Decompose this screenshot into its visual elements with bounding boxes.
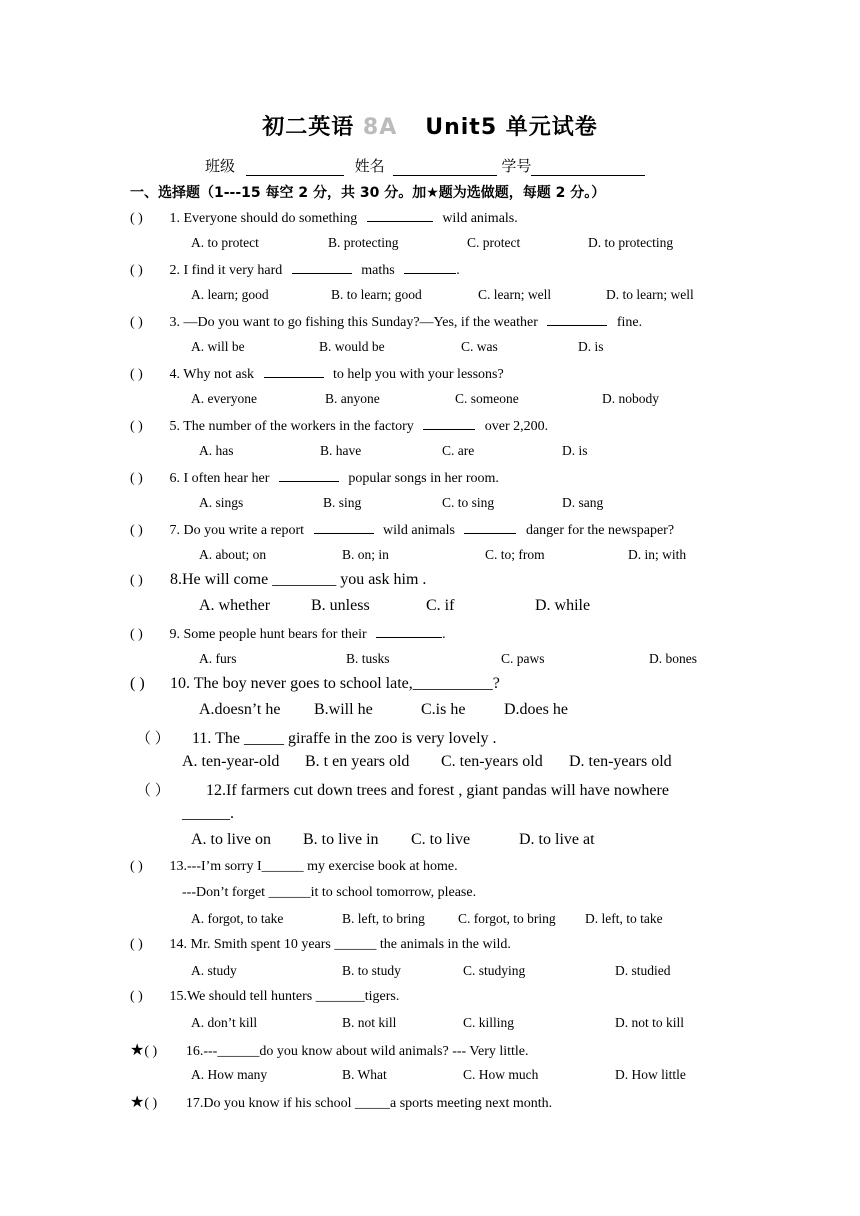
option-a[interactable]: A. learn; good — [191, 287, 269, 302]
answer-paren[interactable]: ( ) — [130, 627, 143, 642]
answer-paren[interactable]: （ ） — [136, 731, 170, 747]
option-b[interactable]: B. unless — [311, 597, 370, 614]
answer-paren[interactable]: ( ) — [130, 573, 143, 588]
option-a[interactable]: A. How many — [191, 1067, 268, 1082]
question-text: over 2,200. — [484, 419, 549, 434]
option-a[interactable]: A. furs — [199, 651, 237, 666]
option-a[interactable]: A. don’t kill — [191, 1015, 258, 1030]
answer-blank — [279, 469, 339, 482]
option-b[interactable]: B. sing — [323, 495, 362, 510]
answer-paren[interactable]: ( ) — [130, 315, 143, 330]
option-d[interactable]: D. ten-years old — [569, 753, 672, 770]
option-d[interactable]: D. in; with — [628, 547, 687, 562]
option-d[interactable]: D. bones — [649, 651, 697, 666]
option-d[interactable]: D. to live at — [519, 831, 595, 848]
answer-paren[interactable]: ( ) — [130, 859, 143, 874]
answer-paren[interactable]: ( ) — [130, 937, 143, 952]
question-12 — [136, 779, 669, 800]
option-d[interactable]: D. left, to take — [585, 911, 663, 926]
option-b[interactable]: B. anyone — [325, 391, 380, 406]
question-text: 6. I often hear her — [169, 471, 270, 486]
option-c[interactable]: C. if — [426, 597, 455, 614]
question-text: 17.Do you know if his school _____a sports meeting next month. — [185, 1096, 553, 1111]
option-a[interactable]: A. study — [191, 963, 237, 978]
question-text: 8.He will come ________ you ask him . — [170, 571, 427, 588]
option-c[interactable]: C. was — [461, 339, 498, 354]
option-c[interactable]: C. learn; well — [478, 287, 552, 302]
question-text: 7. Do you write a report — [169, 523, 305, 538]
option-c[interactable]: C. killing — [463, 1015, 515, 1030]
option-a[interactable]: A. everyone — [191, 391, 257, 406]
question-1 — [130, 209, 518, 227]
answer-paren[interactable]: ( ) — [130, 471, 143, 486]
question-text: 11. The _____ giraffe in the zoo is very lovely . — [192, 730, 497, 747]
question-7 — [130, 521, 674, 539]
option-a[interactable]: A. about; on — [199, 547, 267, 562]
option-a[interactable]: A. to live on — [191, 831, 271, 848]
question-17 — [130, 1092, 552, 1112]
question-text: maths — [361, 263, 395, 278]
option-a[interactable]: A. has — [199, 443, 234, 458]
question-text: 13.---I’m sorry I______ my exercise book at home. — [169, 859, 458, 874]
option-b[interactable]: B. on; in — [342, 547, 389, 562]
question-text: ______. — [182, 805, 234, 822]
question-text: fine. — [616, 315, 643, 330]
question-text: 5. The number of the workers in the factory — [169, 419, 414, 434]
class-label: 班级 — [205, 157, 236, 175]
student-info-line — [205, 155, 645, 176]
answer-paren[interactable]: ( ) — [130, 419, 143, 434]
answer-paren[interactable]: ( ) — [130, 675, 145, 692]
answer-blank — [367, 209, 433, 222]
question-text: to help you with your lessons? — [333, 367, 504, 382]
option-b[interactable]: B. to learn; good — [331, 287, 422, 302]
optional-star-icon: ★ — [130, 1042, 145, 1059]
question-text: 15.We should tell hunters _______tigers. — [169, 989, 400, 1004]
option-c[interactable]: C. someone — [455, 391, 519, 406]
section-heading: 一、选择题（1---15 每空 2 分，共 30 分。加★题为选做题，每题 2 分。） — [130, 185, 606, 201]
question-13-continued — [182, 885, 476, 901]
question-text: . — [442, 627, 446, 642]
option-c[interactable]: C. protect — [467, 235, 521, 250]
answer-paren[interactable]: ( ) — [130, 523, 143, 538]
answer-paren[interactable]: ( ) — [130, 263, 143, 278]
answer-paren[interactable]: ( ) — [130, 211, 143, 226]
question-4 — [130, 365, 504, 383]
answer-paren[interactable]: ( ) — [144, 1044, 158, 1059]
option-b[interactable]: B. left, to bring — [342, 911, 425, 926]
answer-blank — [376, 625, 442, 638]
question-text: wild animals — [383, 523, 455, 538]
title-part1: 初二英语 — [262, 115, 355, 140]
option-d[interactable]: D. to protecting — [588, 235, 674, 250]
question-10 — [130, 675, 500, 693]
answer-paren[interactable]: ( ) — [130, 367, 143, 382]
option-c[interactable]: C. to; from — [485, 547, 545, 562]
option-b[interactable]: B. What — [342, 1067, 387, 1082]
answer-paren[interactable]: （ ） — [136, 783, 170, 799]
option-b[interactable]: B. to study — [342, 963, 401, 978]
option-d[interactable]: D. is — [578, 339, 604, 354]
question-text: 9. Some people hunt bears for their — [169, 627, 367, 642]
option-a[interactable]: A. to protect — [191, 235, 259, 250]
option-d[interactable]: D. nobody — [602, 391, 659, 406]
name-blank[interactable] — [393, 161, 497, 176]
class-blank[interactable] — [246, 161, 344, 176]
question-6 — [130, 469, 499, 487]
question-15 — [130, 989, 399, 1005]
option-d[interactable]: D. to learn; well — [606, 287, 694, 302]
question-text: 2. I find it very hard — [169, 263, 283, 278]
option-d[interactable]: D. not to kill — [615, 1015, 685, 1030]
option-c[interactable]: C. paws — [501, 651, 545, 666]
option-b[interactable]: B. tusks — [346, 651, 390, 666]
optional-star-icon: ★ — [130, 1094, 145, 1111]
answer-blank — [314, 521, 374, 534]
question-text: 1. Everyone should do something — [169, 211, 358, 226]
question-13 — [130, 859, 458, 875]
option-c[interactable]: C. How much — [463, 1067, 539, 1082]
id-label: 学号 — [501, 157, 532, 175]
option-d[interactable]: D. is — [562, 443, 588, 458]
option-d[interactable]: D.does he — [504, 701, 568, 718]
question-12-continued — [182, 805, 234, 823]
id-blank[interactable] — [531, 161, 645, 176]
option-d[interactable]: D. sang — [562, 495, 604, 510]
option-a[interactable]: A. forgot, to take — [191, 911, 284, 926]
question-3 — [130, 313, 642, 331]
question-text: 10. The boy never goes to school late,__________? — [170, 675, 500, 692]
option-c[interactable]: C. are — [442, 443, 475, 458]
option-a[interactable]: A.doesn’t he — [199, 701, 281, 718]
question-text: 16.---______do you know about wild animals? --- Very little. — [185, 1044, 529, 1059]
answer-blank — [423, 417, 475, 430]
answer-blank — [404, 261, 456, 274]
question-11 — [136, 727, 497, 748]
option-c[interactable]: C. to sing — [442, 495, 495, 510]
option-c[interactable]: C. to live — [411, 831, 471, 848]
option-b[interactable]: B. to live in — [303, 831, 379, 848]
option-b[interactable]: B.will he — [314, 701, 373, 718]
question-5 — [130, 417, 548, 435]
option-d[interactable]: D. How little — [615, 1067, 686, 1082]
option-a[interactable]: A. ten-year-old — [182, 753, 280, 770]
option-b[interactable]: B. have — [320, 443, 362, 458]
question-text: 12.If farmers cut down trees and forest , giant pandas will have nowhere — [206, 782, 669, 799]
question-9 — [130, 625, 446, 643]
question-text: danger for the newspaper? — [525, 523, 675, 538]
question-text: wild animals. — [442, 211, 518, 226]
option-b[interactable]: B. not kill — [342, 1015, 397, 1030]
question-text: 3. —Do you want to go fishing this Sunday?—Yes, if the weather — [169, 315, 538, 330]
answer-blank — [264, 365, 324, 378]
page-title — [0, 110, 860, 141]
answer-blank — [292, 261, 352, 274]
option-a[interactable]: A. whether — [199, 597, 271, 614]
option-b[interactable]: B. t en years old — [305, 753, 410, 770]
question-text: 14. Mr. Smith spent 10 years ______ the animals in the wild. — [169, 937, 511, 952]
question-8 — [130, 571, 426, 589]
option-a[interactable]: A. sings — [199, 495, 244, 510]
question-text: popular songs in her room. — [348, 471, 499, 486]
question-text: ---Don’t forget ______it to school tomorrow, please. — [182, 885, 477, 900]
answer-paren[interactable]: ( ) — [144, 1096, 158, 1111]
title-part2: Unit5 单元试卷 — [425, 115, 598, 140]
name-label: 姓名 — [354, 157, 385, 175]
answer-paren[interactable]: ( ) — [130, 989, 143, 1004]
answer-blank — [547, 313, 607, 326]
option-c[interactable]: C. ten-years old — [441, 753, 543, 770]
answer-blank — [464, 521, 516, 534]
question-16 — [130, 1040, 529, 1060]
option-c[interactable]: C.is he — [421, 701, 466, 718]
option-c[interactable]: C. studying — [463, 963, 526, 978]
question-2 — [130, 261, 460, 279]
option-d[interactable]: D. while — [535, 597, 591, 614]
option-a[interactable]: A. will be — [191, 339, 245, 354]
question-text: . — [456, 263, 460, 278]
option-b[interactable]: B. protecting — [328, 235, 399, 250]
question-text: 4. Why not ask — [169, 367, 255, 382]
title-grade: 8A — [362, 115, 398, 140]
option-c[interactable]: C. forgot, to bring — [458, 911, 556, 926]
question-14 — [130, 937, 511, 953]
option-d[interactable]: D. studied — [615, 963, 671, 978]
option-b[interactable]: B. would be — [319, 339, 385, 354]
